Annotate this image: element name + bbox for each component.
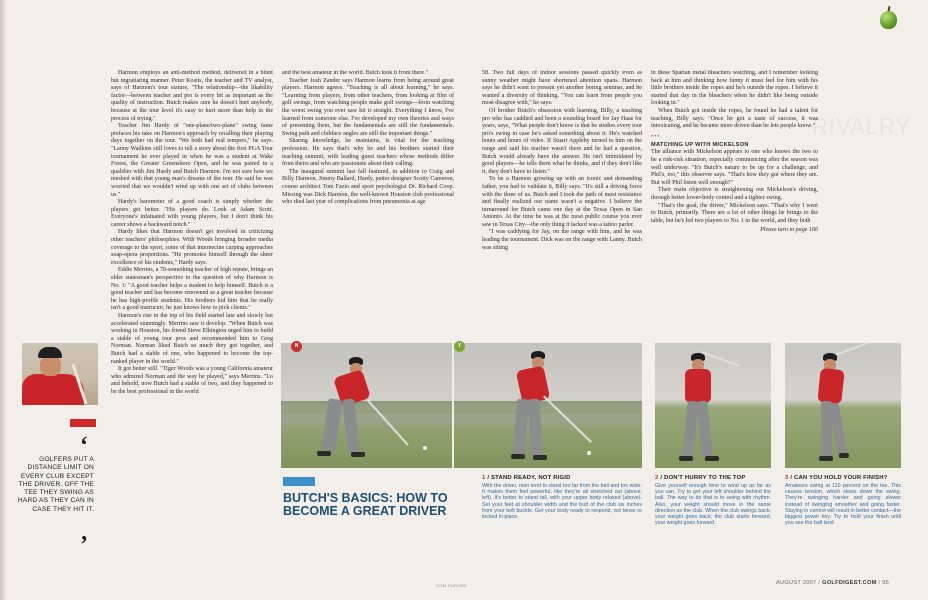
golfer-pants: [513, 399, 529, 456]
site-name: GOLFDIGEST.COM: [822, 580, 877, 586]
section-dots: •••: [651, 133, 661, 140]
golfer-shoe: [679, 456, 693, 461]
pullquote-accent-bar: [70, 419, 96, 427]
continued-line: Please turn to page 166: [760, 227, 818, 234]
tip-2: [655, 475, 771, 526]
page-gutter: [0, 0, 6, 600]
paragraph: Teacher Josh Zander says Harmon learns from being around great players. Harmon agrees. "Teaching is all about learning," he says. "Learning from players, from other teachers, from looking at film of golf swings, from watching people make golf swings—from watching the worst swing you ever saw hit it straight. Everything I know, I've learned from someone else. I've developed my own theories and ways of presenting them, but the fundamentals are still the fundamentals. Swing path and clubface angles are still the important things.": [282, 77, 454, 137]
paragraph: Hardy likes that Harmon doesn't get involved in criticizing other teachers' philosophies. With Woods bringing broader media coverage to the sport, some of that internecine carping approaches soap-opera proportions. "He promotes himself through the sheer excellence of his students," Hardy says.: [111, 229, 273, 266]
headline-accent-bar: [283, 477, 315, 486]
article-column-2: [282, 70, 454, 270]
golfer-club: [701, 351, 739, 367]
portrait-face: [40, 356, 61, 376]
paragraph: When Butch got inside the ropes, he found he had a talent for teaching, Billy says. "Once he got a taste of success, it was intoxicating, and he became more driven than he lets people know.": [651, 107, 818, 130]
paragraph: Teacher Jim Hardy of "one-plane/two-plane" swing fame prefaces his take on Harmon's approach by recalling their playing days together on the tour. "We both had real tempers," he says. "Lanny Wadkins still loves to tell a story about the first PGA Tour tournament he ever played in when he was a student at Wake Forest, the Greater Greensboro Open, and he was paired in a qualifier with Jim Hardy and Butch Harmon. I'm not sure how we meshed with that young man's dreams of the tour. He said he was worried that we wouldn't wind up with one set of clubs between us.": [111, 123, 273, 198]
tip-title: DON'T HURRY TO THE TOP: [664, 475, 746, 481]
tip-number: 1: [482, 475, 486, 481]
golfer-shoe: [351, 452, 365, 457]
tip-number: 3: [785, 475, 789, 481]
golfer-shoe: [839, 453, 849, 458]
sidebar-headline: BUTCH'S BASICS: HOW TO BECOME A GREAT DRIVER: [283, 491, 448, 518]
paragraph: Harmon employs an anti-method method, delivered in a blunt but ingratiating manner. Peter Kostis, the teacher and TV analyst, says of Harmon's tour stature, "The relationship—the likability factor—between teacher and pro is every bit as important as the quality of instruction. Butch makes sure he doesn't hurt anybody, because at the tour level it's easy to hurt more than help in the process of trying.": [111, 70, 273, 122]
open-quote-icon: ‘: [80, 433, 88, 459]
paragraph: To be a Harmon growing up with an iconic and demanding father, you had to validate it, Billy says. "It's still a driving force with the three of us. Butch and I took the path of most resistance and finally realized our name wasn't a negative. I believe the turnaround for Butch came one day at the Texas Open in San Antonio. At the time he was at the most public course you ever saw in Texas City—the only thing it lacked was a tattoo parlor.: [482, 176, 642, 228]
paragraph: 58. Two full days of indoor sessions passed quickly even as sunny weather might have shortened attention spans. Harmon says he didn't want to present yet another boring seminar, and he wanted a diversity of thinking. "You can learn from people you most disagree with," he says.: [482, 70, 642, 107]
portrait-shirt: [22, 374, 84, 405]
tip-1: [482, 475, 642, 520]
tip-body: With the driver, men tend to stand too far from the ball and too wide. It makes them feel powerful, like they're all stretched out (above, left). It's better to stand tall, with your upper body relaxed (above). Set your feet at shoulder width and the butt of the club six inches from your belt buckle. Get your body ready to respond, not tense or locked in place.: [482, 483, 642, 521]
golfer-shirt: [817, 368, 844, 404]
paragraph: "I was caddying for Jay, on the range with him, and he was leading the tournament. Dick was on the range with Lanny. Butch was sitting: [482, 229, 642, 251]
tip-body: Amateurs swing at 110 percent on the tee. This causes tension, which slows down the swing. They're swinging harder and going slower instead of swinging smoother and going faster. Staying in control will result in better contact—the biggest power key. Try to hold your finish until you see the ball land.: [785, 483, 901, 527]
backswing-photo: [655, 343, 771, 468]
paragraph: Hardy's barometer of a good coach is simply whether the players get better. "His players do. Look at Adam Scott. Everyone's infatuated with young players, but I don't think his career shows a backward notch.": [111, 199, 273, 228]
page-number: 95: [882, 580, 890, 586]
tip-title: STAND READY, NOT RIGID: [491, 475, 571, 481]
golfer-shoe: [511, 454, 525, 459]
tip-title: CAN YOU HOLD YOUR FINISH?: [794, 475, 888, 481]
photo-divider: [452, 343, 454, 468]
apple-logo-icon: [880, 11, 897, 29]
golfer-shirt: [685, 369, 711, 403]
golfer-shoe: [705, 456, 719, 461]
paragraph: and the best amateur in the world. Butch took it from there.": [282, 70, 429, 76]
golfer-shoe: [533, 455, 547, 460]
paragraph: "That's the goal, the driver," Mickelson says. "That's why I went to Butch, primarily. There are a lot of other things he brings to the table, but he's led two players to No. 1 in the world, and they both: [651, 202, 818, 224]
pull-quote: GOLFERS PUT A DISTANCE LIMIT ON EVERY CLUB EXCEPT THE DRIVER. OFF THE TEE THEY SWING AS HARD AS THEY CAN IN CASE THEY HIT IT.: [17, 456, 94, 513]
tip-3: [785, 475, 901, 526]
finish-photo: [785, 343, 901, 468]
paragraph: Sharing knowledge, he maintains, is vital for the teaching profession. He says that's why he and his brothers started their teaching summit, with leading guest teachers whose methods differ from theirs and who are passionate about their calling.: [282, 138, 454, 168]
tip-body: Give yourself enough time to wind up as far as you can. Try to get your left shoulder behind the ball. The way to do that is to swing with rhythm. Also, your weight should move in the same direction as the club. When the club swings back, your weight goes back; the club starts forward, your weight goes forward.: [655, 483, 771, 527]
paragraph: It got better still. "Tiger Woods was a young California amateur who admired Norman and the way he played," says Merrins. "Lo and behold, now Butch had a stable of two, and they happened to be the best professional in the world: [111, 366, 273, 395]
golfer-pants: [696, 401, 713, 458]
golfer-shoe: [317, 451, 331, 456]
golf-ball: [423, 446, 427, 450]
golf-ball: [587, 451, 591, 455]
golfer-shoe: [819, 456, 833, 461]
tip-heading: 1 / STAND READY, NOT RIGID: [482, 475, 571, 481]
paragraph: The alliance with Mickelson appears to one who knows the two to be a risk-risk situation, especially commencing after the season was well underway. "It's Butch's nature to be up for a challenge, and Phil's, too," this observer says. "That's how they got where they are. But will Phil listen well enough?": [651, 149, 818, 186]
no-badge-icon: N: [291, 341, 302, 352]
portrait-cap: [38, 347, 62, 358]
tip-number: 2: [655, 475, 659, 481]
article-column-3: [482, 70, 642, 336]
tip-heading: 3 / CAN YOU HOLD YOUR FINISH?: [785, 475, 888, 481]
section-watermark: RIVALRY: [812, 114, 912, 139]
subhead: MATCHING UP WITH MICKELSON: [651, 141, 749, 148]
setup-comparison-photo: [281, 343, 642, 468]
article-column-1: [111, 70, 273, 570]
page-folio: AUGUST 2007 / GOLFDIGEST.COM / 95: [776, 580, 890, 586]
photo-credit: DOM FURORE: [436, 583, 468, 588]
issue-date: AUGUST 2007: [776, 580, 817, 586]
tip-heading: 2 / DON'T HURRY TO THE TOP: [655, 475, 746, 481]
paragraph: in these Spartan metal bleachers watching, and I remember looking back at him and thinking how funny it must feel for him with his little brothers inside the ropes and he's outside the ropes. I believe it started that day in the bleachers when he didn't like being outside looking in.": [651, 70, 818, 107]
paragraph: Their main objective is straightening out Mickelson's driving, through better lower-body control and a tighter swing.: [651, 187, 818, 201]
paragraph: Eddie Merrins, a 70-something teacher of high repute, brings an elder statesman's perspective to the question of why Harmon is No. 1: "A good teacher helps a student to help himself. Butch is a good teacher and has become renowned as a great teacher because he has high-profile students. His brothers kid him that he really isn't a good instructor, he just knows how to pick clients.": [111, 267, 273, 312]
paragraph: Of brother Butch's obsession with learning, Billy, a teaching pro who has caddied and been a sounding board for Jay Haas for years, says, "What people don't know is that he studies every tour pro's swing in case he's asked something about it. He's watched hours and hours of video. If Stuart Appleby turned to him on the range and said his teacher wasn't there and he had a question, Butch would already have the answer. He isn't intimidated by good players—he tells them what he thinks, and if they don't like it, they don't have to listen.": [482, 107, 642, 175]
paragraph: Harmon's rise to the top of his field started late and slowly but accelerated stunningly. Merrins saw it develop. "When Butch was working in Houston, his friend Steve Elkington urged him to build a stable of young tour pros and recommended him to Greg Norman. Norman liked Butch so much they got together, and Butch had a stable of one, who happened to become the top-ranked player in the world.": [111, 313, 273, 365]
portrait-photo: [22, 343, 98, 405]
paragraph: The inaugural summit last fall featured, in addition to Craig and Billy Harmon, Jimmy Ballard, Hardy, putter designer Scotty Cameron, course architect Tom Fazio and sport psychologist Dr. Richard Coop. Missing was Dick Harmon, the well-known Houston club professional who died last year of complications from pneumonia at age: [282, 168, 454, 206]
close-quote-icon: ’: [80, 532, 88, 558]
article-column-4: [651, 70, 818, 284]
yes-badge-icon: Y: [454, 341, 465, 352]
